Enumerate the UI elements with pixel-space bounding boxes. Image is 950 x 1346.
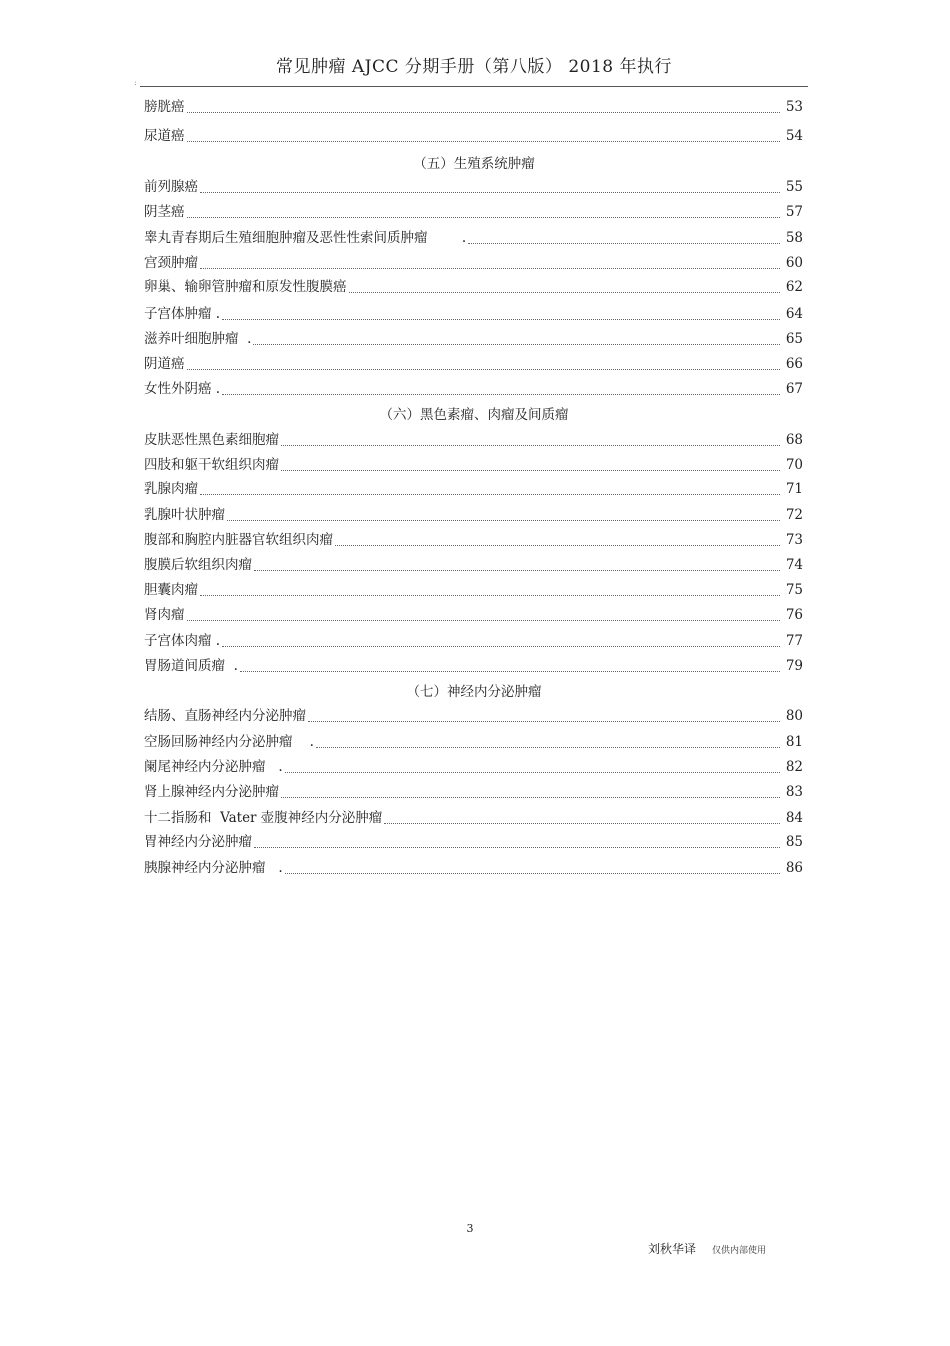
- toc-entry-page: 86: [785, 860, 803, 876]
- toc-entry-page: 62: [785, 279, 803, 295]
- toc-entry-page: 65: [785, 331, 803, 347]
- toc-entry-page: 83: [785, 784, 803, 800]
- toc-entry-title: 阴茎癌: [144, 204, 185, 220]
- toc-leader-dots: [254, 569, 780, 571]
- toc-entry[interactable]: [144, 98, 803, 116]
- internal-use-note: 仅供内部使用: [712, 1246, 767, 1256]
- toc-entry[interactable]: [144, 456, 803, 474]
- toc-leader-dots: [308, 720, 780, 722]
- toc-leader-dots: [285, 872, 780, 874]
- toc-entry-page: 72: [785, 507, 803, 523]
- translator-credit: 刘秋华译: [648, 1242, 697, 1256]
- toc-entry[interactable]: [144, 506, 803, 524]
- toc-entry-title: 宫颈肿瘤: [144, 255, 198, 271]
- toc-entry[interactable]: [144, 178, 803, 196]
- toc-entry-title: 四肢和躯干软组织肉瘤: [144, 457, 279, 473]
- toc-leader-dots: [222, 393, 780, 395]
- toc-leader-dots: [281, 796, 780, 798]
- toc-entry-title: 阑尾神经内分泌肿瘤 .: [144, 759, 283, 775]
- toc-entry-page: 79: [785, 658, 803, 674]
- toc-entry-page: 74: [785, 557, 803, 573]
- toc-entry[interactable]: [144, 581, 803, 599]
- toc-entry[interactable]: [144, 809, 803, 827]
- toc-leader-dots: [281, 469, 780, 471]
- toc-entry-page: 53: [785, 99, 803, 115]
- toc-entry-page: 70: [785, 457, 803, 473]
- toc-entry-page: 81: [785, 734, 803, 750]
- toc-entry-title: 膀胱癌: [144, 99, 185, 115]
- toc-entry[interactable]: [144, 278, 803, 296]
- toc-leader-dots: [187, 111, 780, 113]
- toc-leader-dots: [222, 645, 780, 647]
- toc-entry[interactable]: [144, 606, 803, 624]
- toc-entry[interactable]: [144, 733, 803, 751]
- toc-entry-title: 乳腺叶状肿瘤: [144, 507, 225, 523]
- toc-leader-dots: [200, 191, 780, 193]
- section-heading: （五）生殖系统肿瘤: [413, 156, 535, 172]
- toc-leader-dots: [200, 267, 780, 269]
- section-heading: （七）神经内分泌肿瘤: [406, 684, 542, 700]
- toc-leader-dots: [281, 444, 780, 446]
- toc-entry[interactable]: [144, 480, 803, 498]
- toc-leader-dots: [335, 544, 780, 546]
- toc-entry-page: 60: [785, 255, 803, 271]
- toc-entry-title: 子宫体肉瘤 .: [144, 633, 221, 649]
- toc-entry-page: 54: [785, 128, 803, 144]
- toc-leader-dots: [384, 822, 780, 824]
- toc-leader-dots: [200, 594, 780, 596]
- toc-leader-dots: [316, 746, 780, 748]
- toc-leader-dots: [254, 846, 780, 848]
- toc-entry[interactable]: [144, 229, 803, 247]
- toc-entry[interactable]: [144, 632, 803, 650]
- toc-leader-dots: [187, 140, 780, 142]
- toc-entry[interactable]: [144, 758, 803, 776]
- toc-entry-page: 64: [785, 306, 803, 322]
- toc-entry-page: 80: [785, 708, 803, 724]
- toc-entry-title: 皮肤恶性黑色素细胞瘤: [144, 432, 279, 448]
- toc-entry-title: 卵巢、输卵管肿瘤和原发性腹膜癌: [144, 279, 347, 295]
- toc-entry[interactable]: [144, 431, 803, 449]
- toc-entry[interactable]: [144, 127, 803, 145]
- toc-entry[interactable]: [144, 380, 803, 398]
- toc-entry-title: 前列腺癌: [144, 179, 198, 195]
- page-header-title: 常见肿瘤 AJCC 分期手册（第八版） 2018 年执行: [276, 57, 672, 77]
- toc-entry-page: 67: [785, 381, 803, 397]
- toc-entry-title: 子宫体肿瘤 .: [144, 306, 221, 322]
- toc-leader-dots: [187, 216, 780, 218]
- toc-entry-page: 73: [785, 532, 803, 548]
- toc-entry-page: 75: [785, 582, 803, 598]
- section-heading: （六）黑色素瘤、肉瘤及间质瘤: [379, 407, 569, 423]
- toc-entry[interactable]: [144, 833, 803, 851]
- toc-entry-title: 肾肉瘤: [144, 607, 185, 623]
- toc-entry-page: 71: [785, 481, 803, 497]
- toc-entry-title: 胰腺神经内分泌肿瘤 .: [144, 860, 283, 876]
- toc-entry-title: 结肠、直肠神经内分泌肿瘤: [144, 708, 306, 724]
- toc-entry[interactable]: [144, 707, 803, 725]
- toc-entry-page: 68: [785, 432, 803, 448]
- toc-entry[interactable]: [144, 330, 803, 348]
- toc-leader-dots: [253, 343, 779, 345]
- corner-mark: :: [134, 78, 137, 87]
- toc-leader-dots: [468, 242, 780, 244]
- toc-entry-page: 55: [785, 179, 803, 195]
- toc-leader-dots: [227, 519, 780, 521]
- toc-entry-page: 84: [785, 810, 803, 826]
- toc-entry[interactable]: [144, 355, 803, 373]
- toc-entry-page: 77: [785, 633, 803, 649]
- toc-entry[interactable]: [144, 203, 803, 221]
- toc-entry-title: 滋养叶细胞肿瘤 .: [144, 331, 252, 347]
- page-number: 3: [466, 1222, 474, 1235]
- toc-entry-title: 十二指肠和 Vater 壶腹神经内分泌肿瘤: [144, 810, 383, 826]
- toc-leader-dots: [187, 619, 780, 621]
- toc-entry-page: 85: [785, 834, 803, 850]
- toc-entry[interactable]: [144, 657, 803, 675]
- toc-entry-title: 腹膜后软组织肉瘤: [144, 557, 252, 573]
- header-divider: [140, 86, 808, 87]
- toc-entry-page: 66: [785, 356, 803, 372]
- toc-leader-dots: [187, 368, 780, 370]
- toc-leader-dots: [240, 670, 780, 672]
- toc-entry-title: 空肠回肠神经内分泌肿瘤 .: [144, 734, 314, 750]
- toc-entry-title: 胃肠道间质瘤 .: [144, 658, 238, 674]
- toc-entry[interactable]: [144, 859, 803, 877]
- toc-entry-page: 76: [785, 607, 803, 623]
- toc-entry[interactable]: [144, 556, 803, 574]
- toc-entry[interactable]: [144, 305, 803, 323]
- toc-leader-dots: [349, 291, 780, 293]
- toc-entry-page: 57: [785, 204, 803, 220]
- toc-entry-page: 58: [785, 230, 803, 246]
- toc-entry[interactable]: [144, 531, 803, 549]
- toc-entry-title: 女性外阴癌 .: [144, 381, 221, 397]
- toc-entry-title: 尿道癌: [144, 128, 185, 144]
- toc-entry[interactable]: [144, 254, 803, 272]
- toc-leader-dots: [285, 771, 780, 773]
- toc-entry-title: 腹部和胸腔内脏器官软组织肉瘤: [144, 532, 333, 548]
- toc-entry-title: 肾上腺神经内分泌肿瘤: [144, 784, 279, 800]
- toc-entry-page: 82: [785, 759, 803, 775]
- toc-leader-dots: [222, 318, 780, 320]
- toc-entry-title: 胃神经内分泌肿瘤: [144, 834, 252, 850]
- toc-entry-title: 阴道癌: [144, 356, 185, 372]
- toc-entry-title: 睾丸青春期后生殖细胞肿瘤及恶性性索间质肿瘤 .: [144, 230, 467, 246]
- toc-entry-title: 胆囊肉瘤: [144, 582, 198, 598]
- toc-leader-dots: [200, 493, 780, 495]
- toc-entry-title: 乳腺肉瘤: [144, 481, 198, 497]
- toc-entry[interactable]: [144, 783, 803, 801]
